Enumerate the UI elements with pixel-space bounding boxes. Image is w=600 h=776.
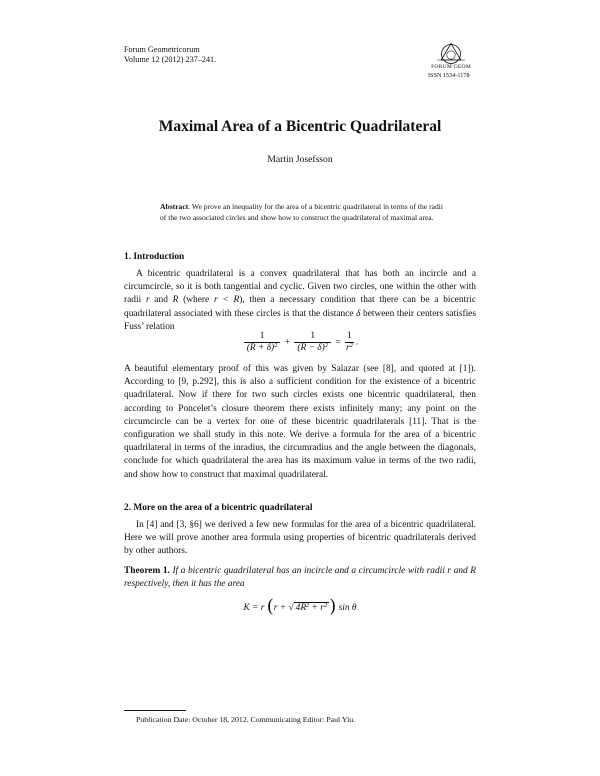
denominator	[294, 342, 331, 354]
formula-sin-theta: sin θ	[338, 603, 357, 613]
fraction-1	[244, 331, 281, 354]
radicand-4R: 4R	[295, 603, 307, 613]
journal-header	[124, 45, 216, 65]
section-2-paragraph-1: In [4] and [3, §6] we derived a few new formulas for the area of a bicentric quadrilateral. Here we will prove another area formula using properties of bicentric quadrilaterals derived by other authors.	[124, 520, 476, 557]
section-2-heading: 2. More on the area of a bicentric quadrilateral	[124, 503, 313, 513]
theorem-text: If a bicentric quadrilateral has an incircle and a circumcircle with radii	[169, 566, 448, 576]
logo-text: FORUM GEOM	[431, 64, 471, 70]
radicand-r: + r	[309, 603, 324, 613]
paper-author: Martin Josefsson	[267, 154, 333, 165]
abstract-text: . We prove an inequality for the area of a bicentric quadrilateral in terms of the radii of the two associated circles and show how to construct the quadrilateral of maximal area.	[160, 202, 443, 222]
denominator	[244, 342, 281, 354]
section-1-heading: 1. Introduction	[124, 252, 185, 262]
period: .	[355, 337, 359, 348]
text-span: A bicentric quadrilateral is a convex quadrilateral that has both an incircle and a circumcircle, so it is both tangential and cyclic. Given two circles, one within the other with radii	[124, 269, 476, 306]
right-paren: )	[329, 596, 337, 617]
paper-title: Maximal Area of a Bicentric Quadrilateral	[158, 118, 442, 135]
area-formula	[124, 596, 476, 617]
exponent: 2	[349, 342, 353, 349]
numerator: 1	[310, 331, 316, 341]
denominator	[345, 342, 354, 354]
math-r: r	[145, 295, 150, 306]
math-inequality: r < R	[213, 295, 240, 306]
fraction-2	[294, 331, 331, 354]
exponent: 2	[324, 342, 328, 349]
text-span: ), then a necessary condition that there can be a bicentric quadrilateral associated with these circles is that the distance	[124, 295, 477, 319]
math-R: R	[172, 295, 179, 306]
issn: ISSN 1534-1178	[428, 72, 470, 79]
theorem-text: respectively, then it has the area	[124, 579, 245, 590]
numerator: 1	[347, 331, 352, 341]
left-paren: (	[266, 596, 274, 617]
section-1-paragraph-1	[124, 268, 476, 334]
exponent: 2	[274, 342, 278, 349]
math-r: r	[447, 566, 452, 576]
text-span: (where	[178, 295, 214, 306]
forum-geom-logo-icon	[434, 42, 468, 66]
equals-sign: =	[335, 337, 341, 348]
formula-inner-r: r +	[273, 603, 289, 613]
theorem-text: and	[451, 566, 471, 576]
sqrt-sign: √	[288, 603, 294, 613]
fuss-relation-equation	[124, 331, 476, 354]
theorem-1	[124, 565, 476, 591]
text-span: between their centers satisfies Fuss’ relation	[124, 308, 476, 332]
math-delta: δ	[356, 308, 361, 319]
exponent: 2	[306, 602, 310, 609]
theorem-label: Theorem 1.	[124, 566, 170, 576]
section-1-paragraph-2: A beautiful elementary proof of this was given by Salazar (see [8], and quoted at [1]). According to [9, p.292], this is also a sufficient condition for the existence of a bicentric quadrilateral. Now if there for two such circles exists one bicentric quadrilateral, then according to Poncelet’s closure theorem there exists infinitely many; any point on the circumcircle can be a vertex for one of these bicentric quadrilaterals [11]. That is the configuration we shall study in this note. We derive a formula for the area of a bicentric quadrilateral in terms of the inradius, the circumradius and the angle between the diagonals, conclude for which quadrilateral the area has its maximum value in terms of the two radii, and show how to construct that maximal quadrilateral.	[124, 364, 476, 480]
footnote-rule	[124, 710, 186, 711]
abstract-label: Abstract	[160, 202, 189, 211]
math-R: R	[470, 566, 476, 576]
denominator-base: (R − δ)	[297, 343, 325, 353]
formula-lhs: K = r	[243, 603, 265, 613]
denominator-base: r	[345, 343, 350, 353]
denominator-base: (R + δ)	[246, 343, 275, 353]
journal-volume: Volume 12 (2012) 237–241.	[124, 55, 217, 64]
journal-name: Forum Geometricorum	[124, 45, 200, 54]
text-span: and	[149, 295, 173, 306]
abstract	[160, 201, 443, 223]
publication-footnote: Publication Date: October 18, 2012. Communicating Editor: Paul Yiu.	[136, 715, 356, 724]
fraction-3	[345, 331, 354, 354]
exponent: 2	[323, 602, 328, 609]
sqrt-radicand	[294, 602, 330, 613]
numerator: 1	[259, 331, 265, 341]
plus-sign: +	[284, 337, 291, 348]
journal-logo	[426, 42, 476, 70]
